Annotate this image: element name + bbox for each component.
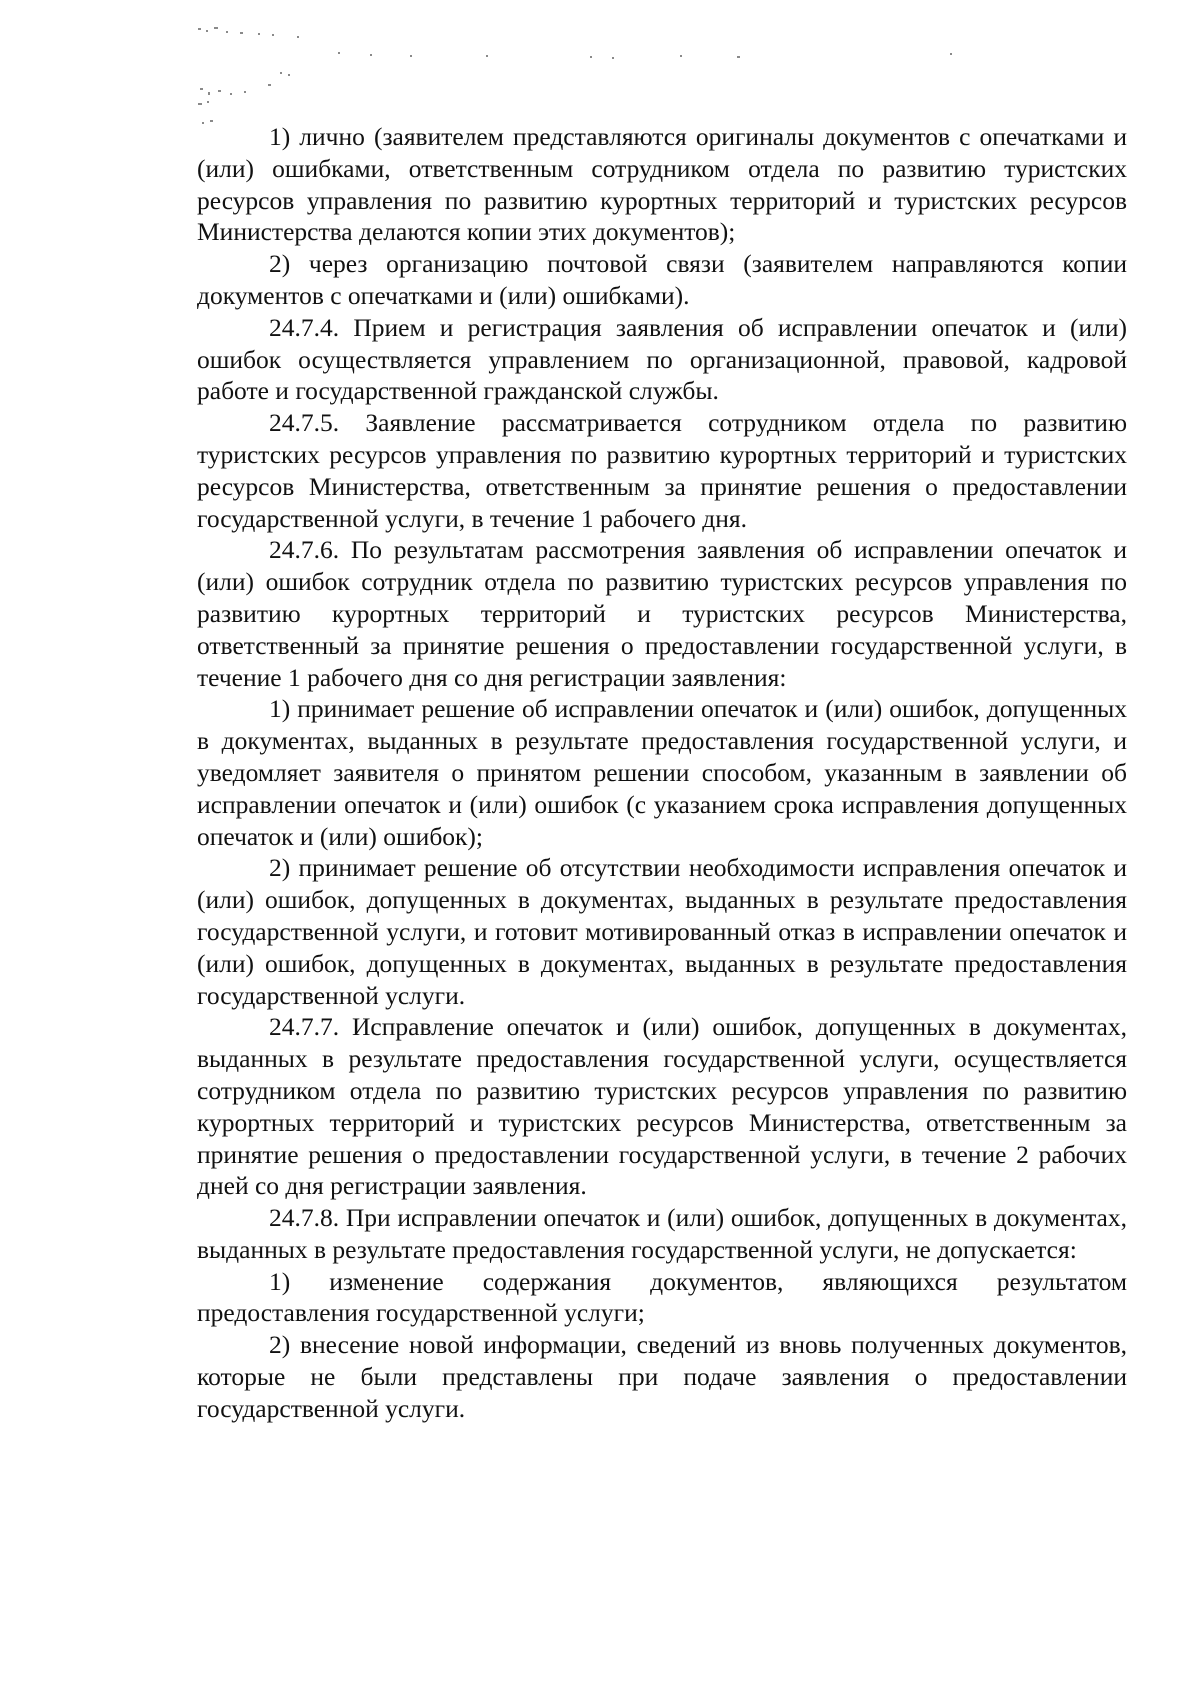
paragraph: 24.7.7. Исправление опечаток и (или) ошибок, допущенных в документах, выданных в результате предоставления государственной услуги, осуществляется сотрудником отдела по развитию туристских ресурсов управления по развитию курортных территорий и туристских ресурсов Министерства, ответственным за принятие решения о предоставлении государственной услуги, в течение 2 рабочих дней со дня регистрации заявления. bbox=[197, 1012, 1127, 1201]
scan-noise-marks bbox=[0, 0, 1200, 140]
paragraph: 24.7.6. По результатам рассмотрения заявления об исправлении опечаток и (или) ошибок сотрудник отдела по развитию туристских ресурсов управления по развитию курортных территорий и туристских ресурсов Министерства, ответственный за принятие решения о предоставлении государственной услуги, в течение 1 рабочего дня со дня регистрации заявления: bbox=[197, 535, 1127, 692]
document-body bbox=[197, 121, 1127, 1425]
paragraph: 2) внесение новой информации, сведений из вновь полученных документов, которые не были представлены при подаче заявления о предоставлении государственной услуги. bbox=[197, 1330, 1127, 1423]
paragraph: 24.7.4. Прием и регистрация заявления об исправлении опечаток и (или) ошибок осуществляется управлением по организационной, правовой, кадровой работе и государственной гражданской службы. bbox=[197, 312, 1127, 406]
paragraph: 24.7.5. Заявление рассматривается сотрудником отдела по развитию туристских ресурсов управления по развитию курортных территорий и туристских ресурсов Министерства, ответственным за принятие решения о предоставлении государственной услуги, в течение 1 рабочего дня. bbox=[197, 408, 1127, 533]
paragraph: 1) изменение содержания документов, являющихся результатом предоставления государственной услуги; bbox=[197, 1266, 1127, 1328]
paragraph: 24.7.8. При исправлении опечаток и (или) ошибок, допущенных в документах, выданных в результате предоставления государственной услуги, не допускается: bbox=[197, 1203, 1127, 1264]
paragraph: 2) принимает решение об отсутствии необходимости исправления опечаток и (или) ошибок, допущенных в документах, выданных в результате предоставления государственной услуги, и готовит мотивированный отказ в исправлении опечаток и (или) ошибок, допущенных в документах, выданных в результате предоставления государственной услуги. bbox=[197, 853, 1127, 1010]
paragraph: 2) через организацию почтовой связи (заявителем направляются копии документов с опечатками и (или) ошибками). bbox=[197, 249, 1127, 310]
paragraph: 1) принимает решение об исправлении опечаток и (или) ошибок, допущенных в документах, выданных в результате предоставления государственной услуги, и уведомляет заявителя о принятом решении способом, указанным в заявлении об исправлении опечаток и (или) ошибок (с указанием срока исправления допущенных опечаток и (или) ошибок); bbox=[197, 694, 1127, 851]
paragraph: 1) лично (заявителем представляются оригиналы документов с опечатками и (или) ошибками, ответственным сотрудником отдела по развитию туристских ресурсов управления по развитию курортных территорий и туристских ресурсов Министерства делаются копии этих документов); bbox=[197, 122, 1127, 247]
